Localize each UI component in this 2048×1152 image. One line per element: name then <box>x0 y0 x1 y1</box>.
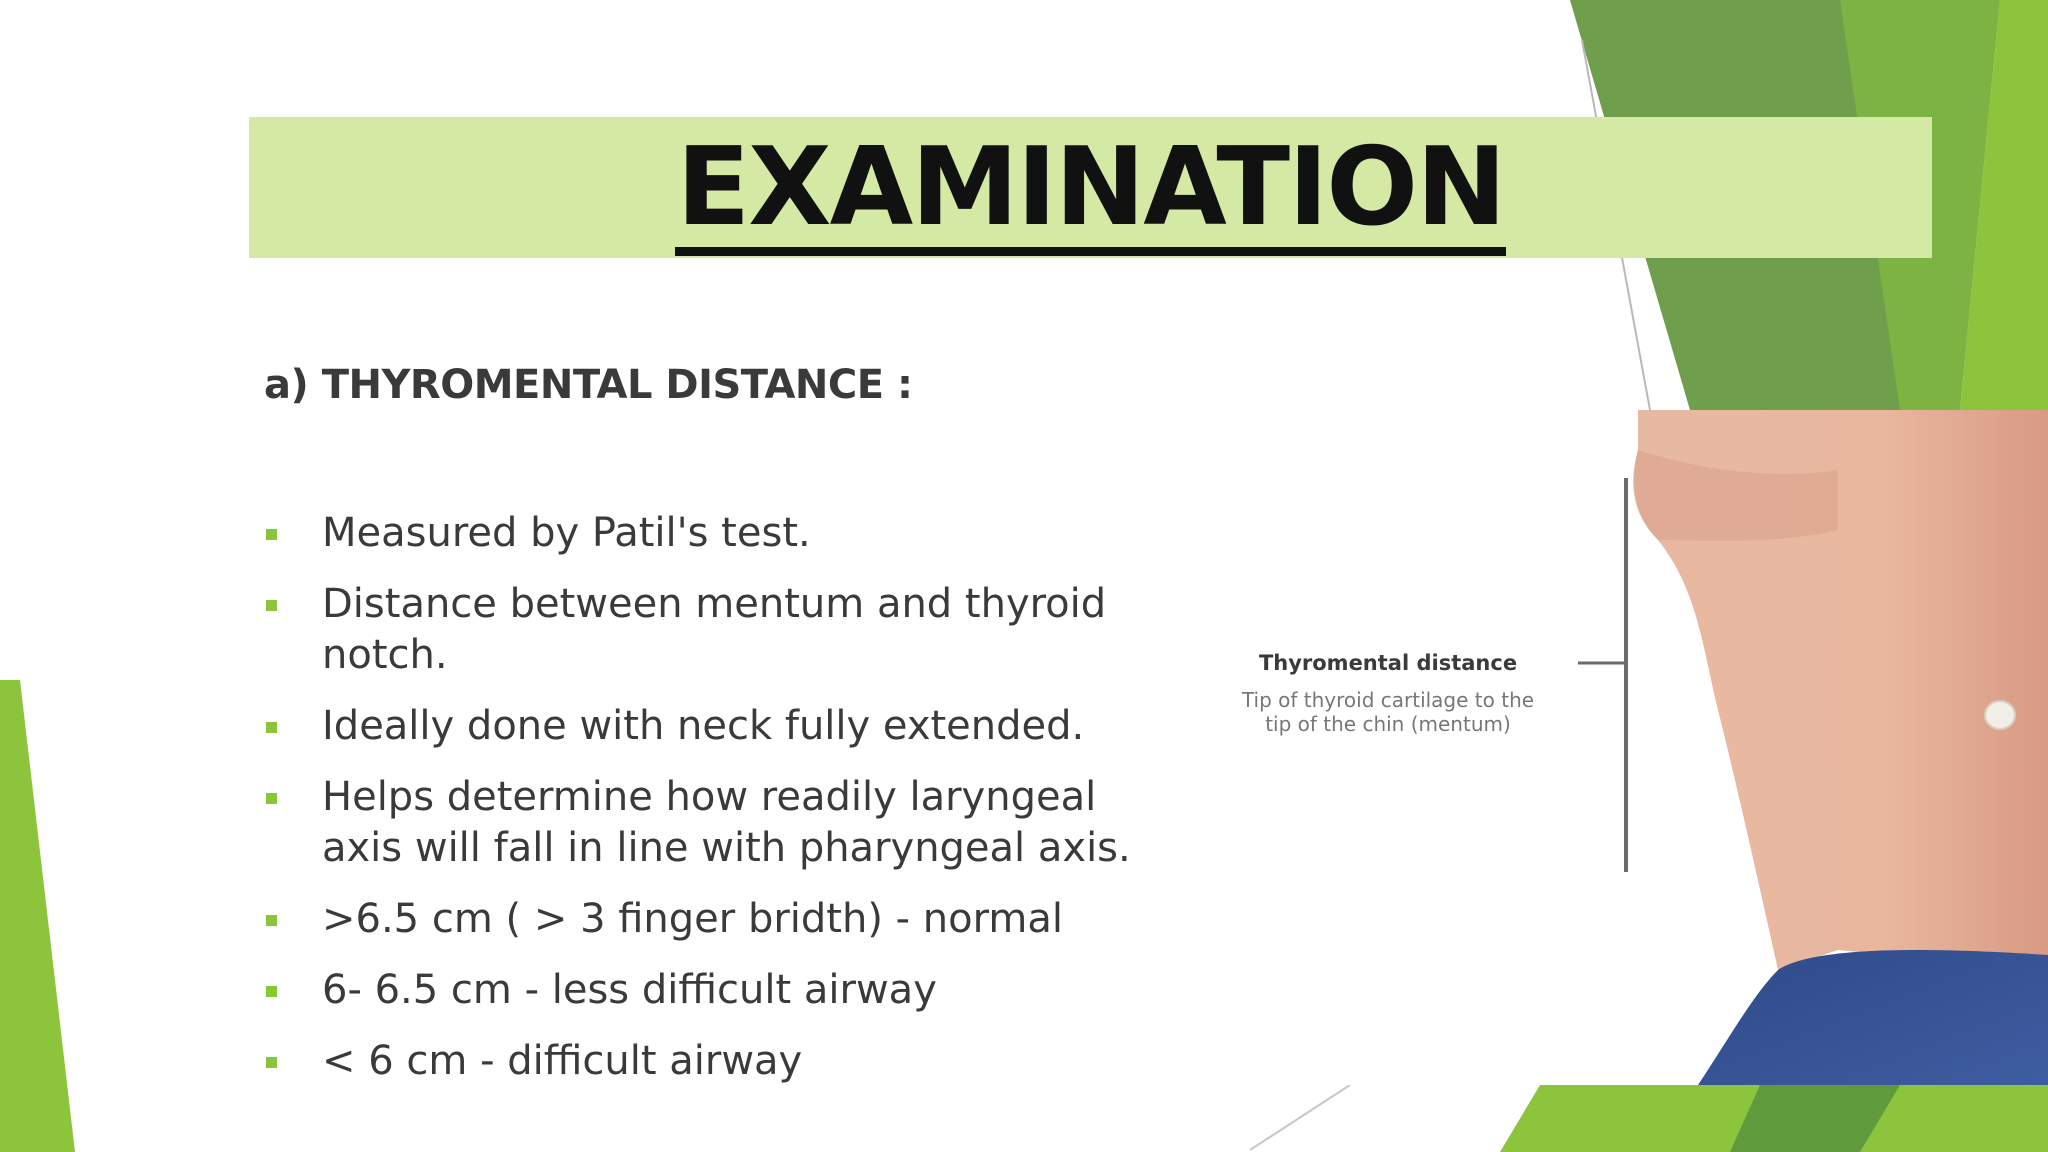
neck-photo <box>1138 410 2048 1085</box>
list-item: >6.5 cm ( > 3 finger bridth) - normal <box>264 894 1144 945</box>
figure-caption-line1: Tip of thyroid cartilage to the <box>1241 688 1535 712</box>
list-item: Measured by Patil's test. <box>264 508 1144 559</box>
deco-green-wedge-left <box>0 680 75 1152</box>
list-item: < 6 cm - difficult airway <box>264 1036 1144 1087</box>
bullet-square-icon <box>266 722 277 733</box>
figure-caption-line2: tip of the chin (mentum) <box>1265 712 1511 736</box>
list-item: 6- 6.5 cm - less difficult airway <box>264 965 1144 1016</box>
bullet-square-icon <box>266 793 277 804</box>
earring <box>1985 701 2015 729</box>
bullet-square-icon <box>266 1057 277 1068</box>
slide-title: EXAMINATION <box>249 117 1932 258</box>
bullet-square-icon <box>266 986 277 997</box>
bullet-square-icon <box>266 529 277 540</box>
deco-thin-line-bottom <box>1250 1085 1350 1150</box>
bullet-square-icon <box>266 600 277 611</box>
bullet-square-icon <box>266 915 277 926</box>
subheading: a) THYROMENTAL DISTANCE : <box>264 362 913 408</box>
list-item: Helps determine how readily laryngeal axis will fall in line with pharyngeal axis. <box>264 772 1144 874</box>
figure-label: Thyromental distance <box>1258 651 1518 675</box>
list-item: Distance between mentum and thyroid notch. <box>264 579 1144 681</box>
title-band <box>249 117 1932 258</box>
bullet-list <box>264 508 1144 1107</box>
list-item: Ideally done with neck fully extended. <box>264 701 1144 752</box>
